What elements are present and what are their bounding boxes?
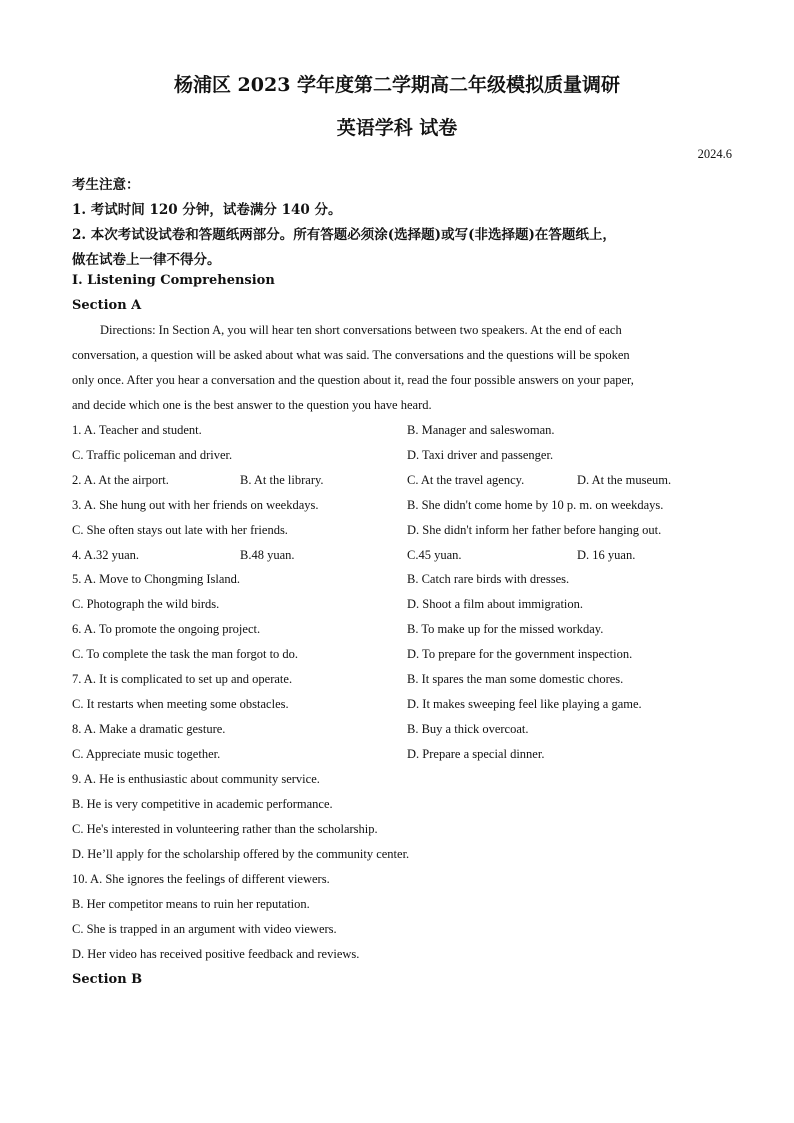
exam-title: 杨浦区 2023 学年度第二学期高二年级模拟质量调研 xyxy=(173,74,621,96)
q3-option-c: C. She often stays out late with her friends. xyxy=(72,523,288,537)
notice-item-2-line-1: 2. 本次考试设试卷和答题纸两部分。所有答题必须涂(选择题)或写(非选择题)在答题纸上， xyxy=(72,227,616,243)
q3-option-d: D. She didn't inform her father before hanging out. xyxy=(407,523,662,537)
q6-option-c: C. To complete the task the man forgot to do. xyxy=(72,647,299,661)
q3-option-b: B. She didn't come home by 10 p. m. on weekdays. xyxy=(407,498,664,512)
q10-option-a: 10. A. She ignores the feelings of different viewers. xyxy=(72,872,330,886)
directions-line-3: only once. After you hear a conversation and the question about it, read the four possible answers on your paper, xyxy=(72,373,634,387)
exam-subtitle: 英语学科 试卷 xyxy=(336,117,458,139)
q10-option-b: B. Her competitor means to ruin her reputation. xyxy=(72,897,310,911)
q9-option-c: C. He's interested in volunteering rather than the scholarship. xyxy=(72,822,378,836)
directions-line-1: Directions: In Section A, you will hear ten short conversations between two speakers. At the end of each xyxy=(100,323,622,337)
q6-option-d: D. To prepare for the government inspection. xyxy=(407,647,633,661)
q10-option-c: C. She is trapped in an argument with video viewers. xyxy=(72,922,337,936)
section-b-heading: Section B xyxy=(72,972,143,987)
q2-option-d: D. At the museum. xyxy=(577,473,672,487)
q4-option-a: 4. A.32 yuan. xyxy=(72,548,140,562)
q7-option-b: B. It spares the man some domestic chores. xyxy=(407,672,624,686)
part-1-heading: Ⅰ. Listening Comprehension xyxy=(72,273,275,288)
q6-option-b: B. To make up for the missed workday. xyxy=(407,622,604,636)
q1-option-a: 1. A. Teacher and student. xyxy=(72,423,202,437)
q4-option-c: C.45 yuan. xyxy=(407,548,462,562)
q7-option-c: C. It restarts when meeting some obstacles. xyxy=(72,697,289,711)
notice-item-1: 1. 考试时间 120 分钟，试卷满分 140 分。 xyxy=(72,202,342,218)
q5-option-d: D. Shoot a film about immigration. xyxy=(407,597,584,611)
q4-option-d: D. 16 yuan. xyxy=(577,548,636,562)
q1-option-b: B. Manager and saleswoman. xyxy=(407,423,555,437)
q4-option-b: B.48 yuan. xyxy=(240,548,295,562)
q9-option-d: D. He’ll apply for the scholarship offered by the community center. xyxy=(72,847,410,861)
directions-line-4: and decide which one is the best answer to the question you have heard. xyxy=(72,398,432,412)
q1-option-c: C. Traffic policeman and driver. xyxy=(72,448,233,462)
q9-option-b: B. He is very competitive in academic performance. xyxy=(72,797,333,811)
q3-option-a: 3. A. She hung out with her friends on weekdays. xyxy=(72,498,319,512)
q6-option-a: 6. A. To promote the ongoing project. xyxy=(72,622,261,636)
q8-option-b: B. Buy a thick overcoat. xyxy=(407,722,529,736)
q2-option-a: 2. A. At the airport. xyxy=(72,473,169,487)
q7-option-d: D. It makes sweeping feel like playing a game. xyxy=(407,697,642,711)
q7-option-a: 7. A. It is complicated to set up and operate. xyxy=(72,672,293,686)
q8-option-a: 8. A. Make a dramatic gesture. xyxy=(72,722,226,736)
notice-item-2-line-2: 做在试卷上一律不得分。 xyxy=(72,252,221,268)
q8-option-d: D. Prepare a special dinner. xyxy=(407,747,545,761)
q2-option-b: B. At the library. xyxy=(240,473,324,487)
q8-option-c: C. Appreciate music together. xyxy=(72,747,221,761)
q2-option-c: C. At the travel agency. xyxy=(407,473,525,487)
directions-line-2: conversation, a question will be asked about what was said. The conversations and the questions will be spoken xyxy=(72,348,630,362)
q9-option-a: 9. A. He is enthusiastic about community service. xyxy=(72,772,320,786)
q5-option-c: C. Photograph the wild birds. xyxy=(72,597,220,611)
notice-heading: 考生注意： xyxy=(72,177,140,193)
q10-option-d: D. Her video has received positive feedback and reviews. xyxy=(72,947,360,961)
q1-option-d: D. Taxi driver and passenger. xyxy=(407,448,554,462)
exam-date: 2024.6 xyxy=(697,147,732,161)
q5-option-b: B. Catch rare birds with dresses. xyxy=(407,572,570,586)
section-a-heading: Section A xyxy=(72,298,142,313)
q5-option-a: 5. A. Move to Chongming Island. xyxy=(72,572,241,586)
